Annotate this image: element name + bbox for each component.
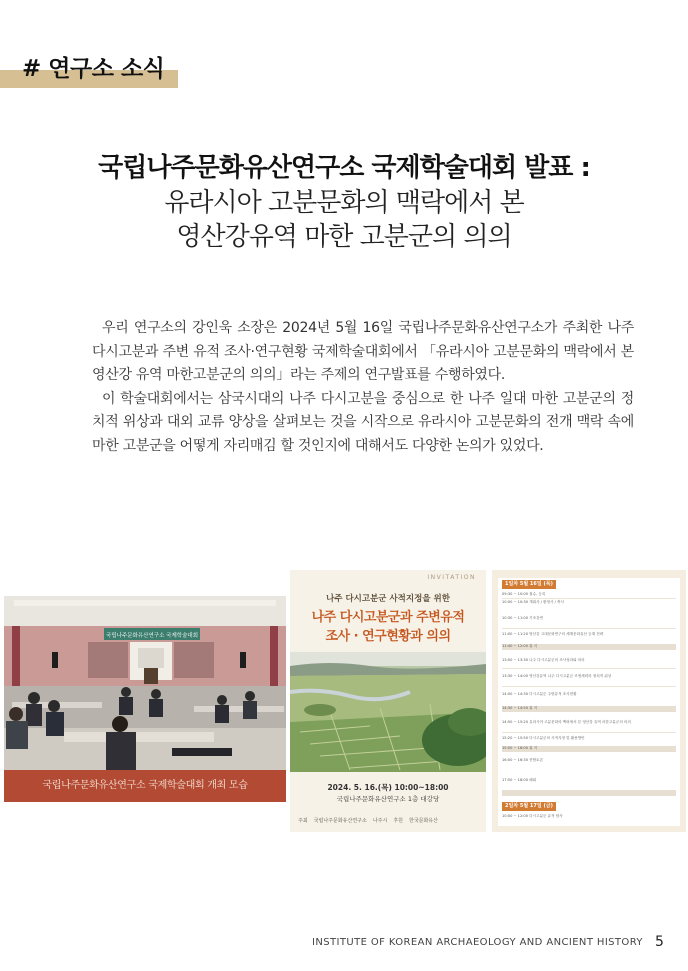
program-row: 10:00 ~ 12:00 다시고분군 유적 답사 (502, 814, 563, 818)
program-sheet (498, 578, 680, 826)
program-row: 13:30 ~ 14:00 영산강유역 나주 다시고분군 조영세력의 정치적 위상 (502, 674, 612, 678)
program-row: 14:50 ~ 15:20 유라시아 고분문화의 맥락에서 본 영산강 유역 마한고분군의 의의 (502, 720, 631, 724)
conference-photo (4, 596, 286, 770)
hall-banner-text: 국립나주문화유산연구소 국제학술대회 (105, 633, 199, 639)
page-number: 5 (655, 934, 664, 950)
aerial-landscape-illustration (290, 652, 486, 772)
program-day-1: 1일차 5월 16일 (목) (502, 580, 556, 589)
program-row: 17:50 ~ 18:00 폐회 (502, 778, 537, 782)
footer-institute: INSTITUTE OF KOREAN ARCHAEOLOGY AND ANCIENT HISTORY (312, 937, 643, 948)
invitation-date: 2024. 5. 16.(목) 10:00~18:00 (327, 783, 449, 792)
program-row: 16:00 ~ 16:30 종합토론 (502, 758, 544, 762)
sponsor-label: 후원 (393, 817, 403, 824)
invitation-venue: 국립나주문화유산연구소 1층 대강당 (336, 795, 440, 803)
body-paragraph-2: 이 학술대회에서는 삼국시대의 나주 다시고분을 중심으로 한 나주 일대 마한 고분군의 정치적 위상과 대외 교류 양상을 살펴보는 것을 시작으로 유라시아 고분문화의 전개 맥락 속에 마한 고분군을 어떻게 자리매김 할 것인지에 대해서도 다양한 논의가 있었다. (92, 390, 634, 454)
program-row: 13:00 ~ 13:30 나주 다시고분군의 조사성과와 의의 (502, 658, 585, 662)
conference-photo-card (4, 596, 286, 802)
photo-caption: 국립나주문화유산연구소 국제학술대회 개최 모습 (42, 780, 248, 791)
coop-org: 나주시 (372, 817, 388, 824)
program-row: 14:30 ~ 14:50 휴 식 (502, 706, 538, 710)
program-row: 10:00 ~ 10:30 개회사 / 환영사 / 축사 (502, 600, 564, 604)
program-row: 14:00 ~ 14:30 다시고분군 주변유적 조사현황 (502, 692, 577, 696)
article-title (0, 150, 688, 254)
program-row: 10:30 ~ 11:00 기조강연 (502, 616, 544, 620)
invitation-aerial-photo (290, 652, 486, 772)
program-schedule (492, 570, 686, 832)
invitation-sponsors (298, 814, 478, 826)
program-row: 11:40 ~ 12:00 휴 식 (502, 644, 538, 648)
invitation-title-line-2: 조사 · 연구현황과 의의 (325, 629, 451, 644)
article-title-sub-2: 영산강유역 마한 고분군의 의의 (176, 222, 512, 252)
host-org: 국립나주문화유산연구소 (313, 817, 367, 824)
program-row: 15:20 ~ 15:50 다시고분군의 사적지정 및 활용방안 (502, 736, 585, 740)
program-day-2: 2일차 5월 17일 (금) (502, 802, 556, 811)
invitation-top-line: 나주 다시고분군 사적지정을 위한 (326, 594, 450, 604)
section-tag-label: # 연구소 소식 (22, 56, 165, 82)
program-row: 11:00 ~ 11:20 영산강 고대문화연구의 세계문화유산 등재 전략 (502, 632, 604, 636)
host-label: 주최 (298, 817, 308, 824)
invitation-label: INVITATION (427, 574, 476, 581)
body-paragraph-1: 우리 연구소의 강인욱 소장은 2024년 5월 16일 국립나주문화유산연구소가 주최한 나주 다시고분과 주변 유적 조사·연구현황 국제학술대회에서 「유라시아 고분문화의 맥락에서 본 영산강 유역 마한고분군의 의의」라는 주제의 연구발표를 수행하였다. (92, 320, 634, 383)
invitation-poster (290, 570, 486, 832)
article-body (92, 317, 634, 458)
article-title-main: 국립나주문화유산연구소 국제학술대회 발표 : (98, 153, 590, 183)
program-row: 15:50 ~ 16:00 휴 식 (502, 746, 538, 750)
section-tag (0, 48, 178, 88)
conference-hall-illustration (4, 596, 286, 770)
program-row: 09:30 ~ 10:00 접수, 등록 (502, 592, 546, 596)
article-title-sub-1: 유라시아 고분문화의 맥락에서 본 (164, 188, 524, 218)
sponsor-org: 한국문화유산 (408, 817, 438, 824)
invitation-title-line-1: 나주 다시고분군과 주변유적 (311, 610, 465, 625)
